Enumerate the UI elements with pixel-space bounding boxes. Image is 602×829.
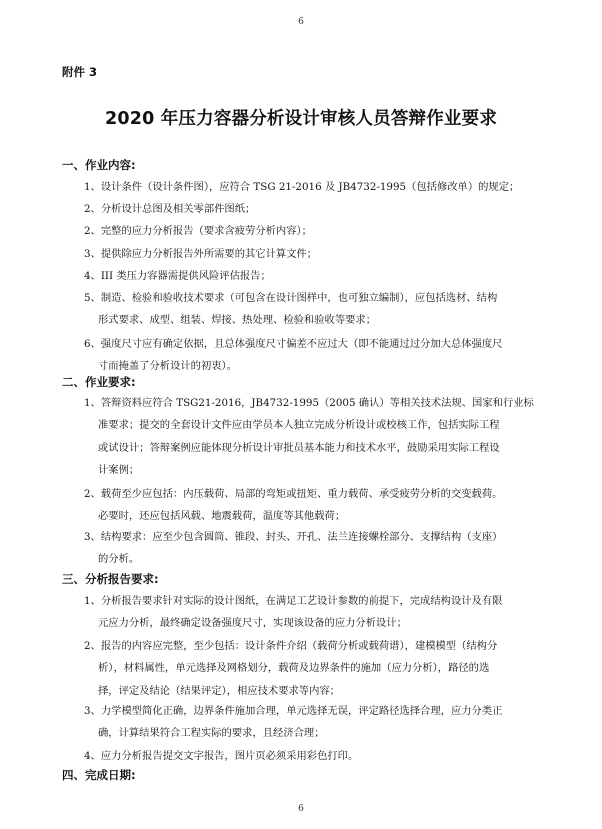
list-item bbox=[84, 635, 544, 702]
list-item bbox=[84, 198, 544, 220]
list-item-text: 1、分析报告要求针对实际的设计图纸，在满足工艺设计参数的前提下，完成结构设计及有限 bbox=[84, 595, 503, 607]
list-item-text: 2、完整的应力分析报告（要求含疲劳分析内容）； bbox=[84, 225, 312, 237]
list-item bbox=[84, 265, 544, 287]
list-item-text: 3、力学模型简化正确，边界条件施加合理，单元选择无误，评定路径选择合理，应力分类正 bbox=[84, 705, 503, 717]
page-number-top: 6 bbox=[298, 17, 304, 27]
list-item-continuation: 或试设计；答辩案例应能体现分析设计审批员基本能力和技术水平，鼓励采用实际工程设 bbox=[98, 441, 500, 454]
list-item-text: 4、III 类压力容器需提供风险评估报告； bbox=[84, 270, 271, 282]
list-item-text: 5、制造、检验和验收技术要求（可包含在设计图样中，也可独立编制），应包括选材、结构 bbox=[84, 292, 498, 304]
document-title: 2020 年压力容器分析设计审核人员答辩作业要求 bbox=[104, 109, 498, 129]
list-item bbox=[84, 392, 544, 481]
list-item-text: 6、强度尺寸应有确定依据，且总体强度尺寸偏差不应过大（即不能通过过分加大总体强度尺 bbox=[84, 338, 503, 350]
list-item-text: 1、答辩资料应符合 TSG21-2016，JB4732-1995（2005 确认）等相关技术法规、国家和行业标 bbox=[84, 397, 534, 409]
list-item-continuation: 的分析。 bbox=[98, 553, 140, 566]
list-item-text: 2、分析设计总图及相关零部件图纸； bbox=[84, 203, 256, 215]
page-number-bottom: 6 bbox=[298, 804, 304, 814]
list-item bbox=[84, 243, 544, 265]
list-item-continuation: 计案例； bbox=[98, 463, 140, 476]
list-item-continuation: 寸而掩盖了分析设计的初衷）。 bbox=[98, 360, 238, 373]
list-item bbox=[84, 483, 544, 528]
list-item-text: 2、报告的内容应完整，至少包括：设计条件介绍（载荷分析或载荷谱），建模模型（结构分 bbox=[84, 640, 498, 652]
list-item bbox=[84, 287, 544, 332]
list-item-text: 3、提供除应力分析报告外所需要的其它计算文件； bbox=[84, 248, 318, 260]
list-item-continuation: 确，计算结果符合工程实际的要求，且经济合理； bbox=[98, 727, 325, 740]
attachment-label: 附件 3 bbox=[62, 65, 98, 79]
list-item-text: 2、载荷至少应包括：内压载荷、局部的弯矩或扭矩、重力载荷、承受疲劳分析的交变载荷。 bbox=[84, 488, 503, 500]
list-item-continuation: 元应力分析，最终确定设备强度尺寸，实现该设备的应力分析设计； bbox=[98, 617, 407, 630]
list-item-continuation: 必要时，还应包括风载、地震载荷，温度等其他载荷； bbox=[98, 510, 346, 523]
list-item bbox=[84, 333, 544, 378]
list-item bbox=[84, 176, 544, 198]
list-item bbox=[84, 590, 544, 635]
list-item-continuation: 准要求；提交的全套设计文件应由学员本人独立完成分析设计或校核工作，包括实际工程 bbox=[98, 419, 500, 432]
list-item-text: 4、应力分析报告提交文字报告，图片页必须采用彩色打印。 bbox=[84, 750, 359, 762]
section-heading: 四、完成日期: bbox=[62, 768, 136, 782]
list-item-continuation: 析），材料属性，单元选择及网格划分，载荷及边界条件的施加（应力分析），路径的选 bbox=[98, 662, 490, 675]
list-item bbox=[84, 526, 544, 571]
list-item-text: 1、设计条件（设计条件图），应符合 TSG 21-2016 及 JB4732-1995（包括修改单）的规定； bbox=[84, 181, 520, 193]
section-heading: 三、分析报告要求: bbox=[62, 572, 159, 586]
section-heading: 二、作业要求: bbox=[62, 375, 136, 389]
list-item bbox=[84, 745, 544, 767]
list-item-continuation: 形式要求、成型、组装、焊接、热处理、检验和验收等要求； bbox=[98, 314, 377, 327]
list-item-text: 3、结构要求：应至少包含圆筒、锥段、封头、开孔、法兰连接螺栓部分、支撑结构（支座） bbox=[84, 531, 503, 543]
section-heading: 一、作业内容: bbox=[62, 158, 136, 172]
list-item bbox=[84, 220, 544, 242]
list-item-continuation: 择，评定及结论（结果评定），相应技术要求等内容； bbox=[98, 684, 340, 697]
list-item bbox=[84, 700, 544, 745]
